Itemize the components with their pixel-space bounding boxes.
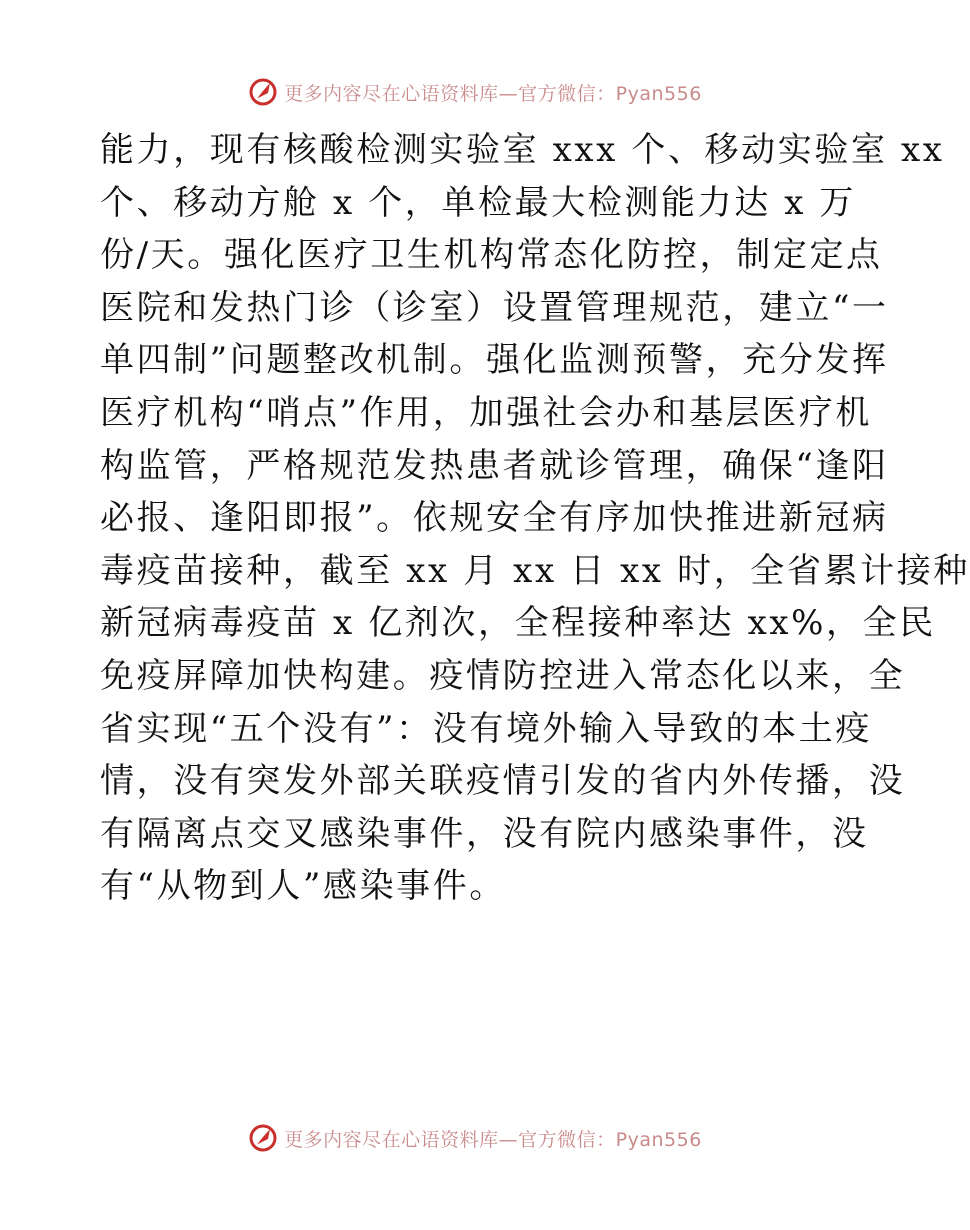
- body-line: 单四制”问题整改机制。强化监测预警，充分发挥: [100, 340, 889, 381]
- body-line: 省实现“五个没有”：没有境外输入导致的本土疫: [100, 708, 872, 749]
- body-line: 医疗机构“哨点”作用，加强社会办和基层医疗机: [100, 392, 872, 433]
- body-line: 必报、逢阳即报”。依规安全有序加快推进新冠病: [100, 498, 889, 539]
- feather-logo-icon: [248, 1123, 278, 1153]
- watermark-text: 更多内容尽在心语资料库—官方微信：Pyan556: [284, 82, 702, 105]
- body-line: 有“从物到人”感染事件。: [100, 866, 506, 907]
- body-line: 情，没有突发外部关联疫情引发的省内外传播，没: [100, 761, 906, 802]
- body-line: 有隔离点交叉感染事件，没有院内感染事件，没: [100, 813, 869, 854]
- watermark-text: 更多内容尽在心语资料库—官方微信：Pyan556: [284, 1128, 702, 1151]
- document-body: [100, 124, 970, 913]
- body-line: 免疫屏障加快构建。疫情防控进入常态化以来，全: [100, 655, 906, 696]
- feather-logo-icon: [248, 77, 278, 107]
- body-line: 个、移动方舱 x 个，单检最大检测能力达 x 万: [100, 182, 856, 223]
- body-line: 新冠病毒疫苗 x 亿剂次，全程接种率达 xx%，全民: [100, 603, 936, 644]
- body-line: 毒疫苗接种，截至 xx 月 xx 日 xx 时，全省累计接种: [100, 550, 970, 591]
- body-line: 医院和发热门诊（诊室）设置管理规范，建立“一: [100, 287, 889, 328]
- header-watermark: [0, 72, 950, 112]
- footer-watermark: [0, 1118, 950, 1158]
- body-line: 能力，现有核酸检测实验室 xxx 个、移动实验室 xx: [100, 130, 945, 170]
- body-line: 份/天。强化医疗卫生机构常态化防控，制定定点: [100, 235, 883, 276]
- body-line: 构监管，严格规范发热患者就诊管理，确保“逢阳: [100, 445, 889, 486]
